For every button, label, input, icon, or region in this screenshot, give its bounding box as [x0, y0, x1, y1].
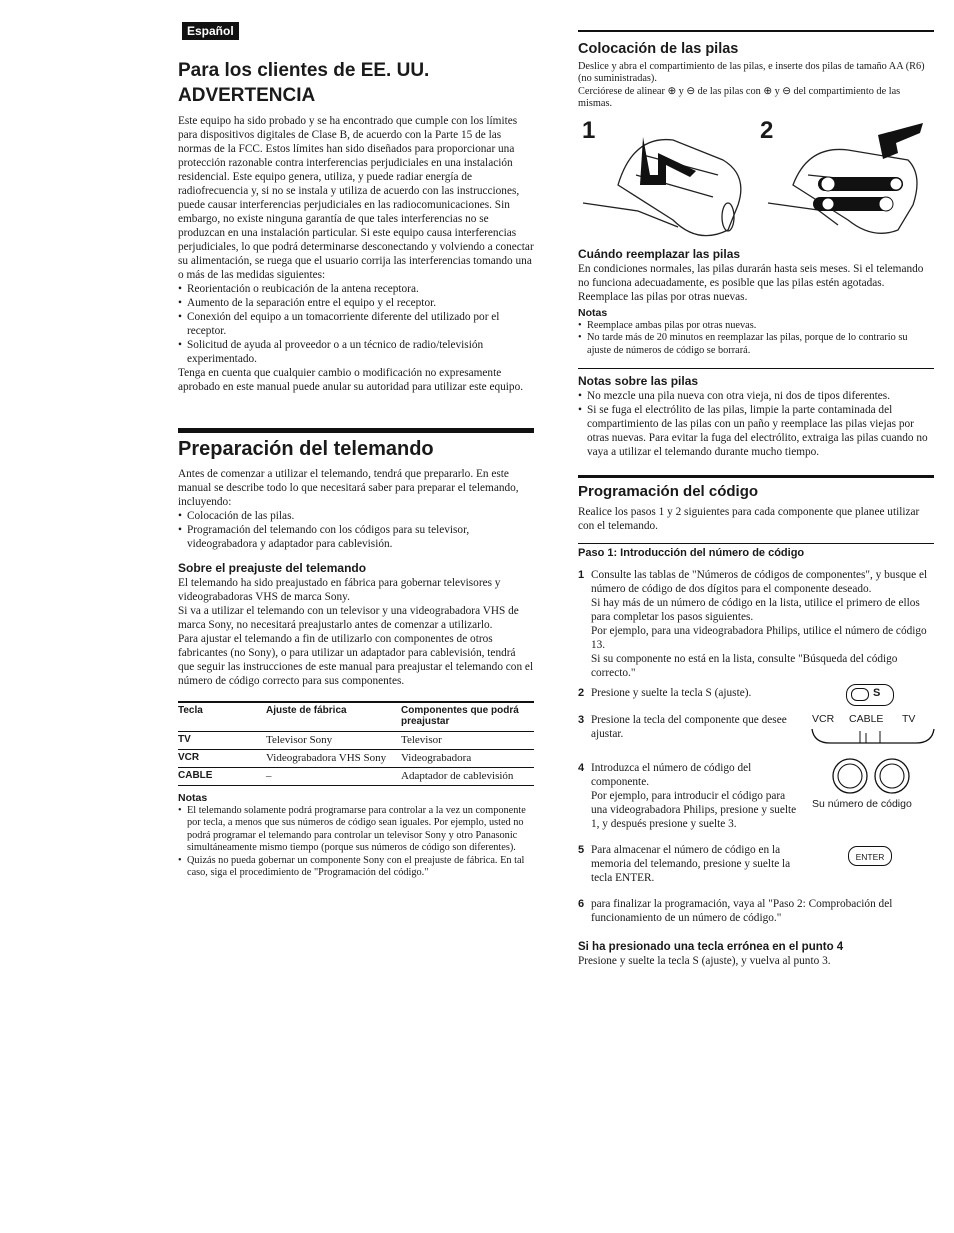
step-text: Presione la tecla del componente que desee ajustar.: [591, 714, 787, 741]
battery-illustration: [578, 115, 934, 247]
set-key-label: S: [873, 687, 881, 700]
list-item: • Aumento de la separación entre el equipo y el receptor.: [178, 296, 534, 310]
enter-key: [848, 846, 892, 866]
step-6: [578, 897, 934, 925]
prep-title: Preparación del telemando: [178, 438, 434, 460]
table-header: Ajuste de fábrica: [266, 703, 401, 732]
battery-notes-list: [578, 320, 934, 358]
number-key-icons: [830, 756, 920, 798]
preset-paragraph: Para ajustar el telemando a fin de utilizarlo con componentes de otros fabricantes (no Sony), o para utilizar un adaptador para cablevisión, tendrá que seguir las instrucciones de este manual para preajustar el telemando con el número de código correcto para sus componentes.: [178, 633, 534, 687]
code-intro: Realice los pasos 1 y 2 siguientes para cada componente que planee utilizar con el telemando.: [578, 506, 920, 533]
batteries-body: Deslice y abra el compartimiento de las pilas, e inserte dos pilas de tamaño AA (R6) (no suministradas).: [578, 60, 925, 85]
when-body: En condiciones normales, las pilas durarán hasta seis meses. Si el telemando no funciona adecuadamente, es posible que las pilas estén agotadas. Reemplace las pilas por otras nuevas.: [578, 262, 924, 303]
step-3: [578, 713, 800, 741]
table-cell: Televisor: [401, 731, 534, 749]
prep-section: [178, 428, 534, 880]
component-key-row: [810, 727, 936, 747]
table-header-row: [178, 703, 534, 732]
step-text: para finalizar la programación, vaya al "Paso 2: Comprobación del funcionamiento de un número de código.": [591, 898, 893, 925]
table-cell: TV: [178, 731, 266, 749]
about-batteries-list: [578, 389, 934, 459]
fcc-section: [178, 59, 534, 394]
table-row: [178, 749, 534, 767]
step-number: 4: [578, 762, 585, 775]
step-text: Por ejemplo, para introducir el código para una videograbadora Philips, presione y suelte 1, y después presione y suelte 3.: [591, 790, 797, 831]
list-item: • Reemplace ambas pilas por otras nuevas.: [578, 320, 934, 333]
table-header: Tecla: [178, 703, 266, 732]
set-key: [846, 684, 894, 706]
step-text: Por ejemplo, para una videograbadora Philips, utilice el número de código 13.: [591, 625, 927, 652]
list-item: • Reorientación o reubicación de la antena receptora.: [178, 282, 534, 296]
number-keys: [812, 756, 940, 811]
list-item: • Colocación de las pilas.: [178, 509, 534, 523]
step-number: 1: [578, 569, 585, 582]
list-item: • No mezcle una pila nueva con otra vieja, ni dos de tipos diferentes.: [578, 389, 934, 403]
prep-intro: Antes de comenzar a utilizar el telemando, tendrá que prepararlo. En este manual se describe todo lo que necesitará saber para preparar el telemando, incluyendo:: [178, 468, 519, 508]
list-item: • Conexión del equipo a un tomacorriente diferente del utilizado por el receptor.: [178, 310, 534, 338]
section-divider: [578, 368, 934, 370]
batteries-title: Colocación de las pilas: [578, 40, 739, 57]
battery-figure: [578, 115, 934, 247]
step-number: 6: [578, 898, 585, 911]
list-item: • Programación del telemando con los códigos para su televisor, videograbadora y adaptador para cablevisión.: [178, 523, 534, 551]
list-item: • Quizás no pueda gobernar un componente Sony con el preajuste de fábrica. En tal caso, siga el procedimiento de "Programación del código.": [178, 855, 534, 880]
figure-number: 1: [582, 116, 596, 144]
table-cell: Adaptador de cablevisión: [401, 767, 534, 785]
section-divider: [578, 475, 934, 478]
fcc-body: Este equipo ha sido probado y se ha encontrado que cumple con los límites para dispositivos digitales de Clase B, de acuerdo con la Parte 15 de las normas de la FCC. Estos límites han sido diseñados para proporcionar una protección razonable contra interferencias perjudiciales en una instalación residencial. Este equipo genera, utiliza, y puede radiar energía de radiofrecuencia y, si no se instala y utiliza de acuerdo con las instrucciones, puede causar interferencias perjudiciales en las radiocomunicaciones. Sin embargo, no existe ninguna garantía de que tales interferencias no se produzcan en una instalación particular. Si este equipo causa interferencias perjudiciales, lo que podrá determinarse desconectando y volviendo a conectar su alimentación, se ruega que el usuario corrija las interferencias tomando una o más de las medidas siguientes:: [178, 115, 534, 281]
step-2: [578, 686, 800, 700]
prep-notes-list: [178, 805, 534, 881]
step-text: Introduzca el número de código del componente.: [591, 762, 752, 789]
step-title: Paso 1: Introducción del número de código: [578, 547, 805, 560]
table-cell: Videograbadora: [401, 749, 534, 767]
step-text: Consulte las tablas de "Números de códigos de componentes", y busque el número de código de dos dígitos para el componente deseado.: [591, 569, 928, 596]
right-column: [578, 30, 934, 968]
batteries-polarity: Cerciórese de alinear ⊕ y ⊖ de las pilas con ⊕ y ⊖ del compartimiento de las mismas.: [578, 85, 901, 110]
figure-number: 2: [760, 116, 774, 144]
section-divider: [178, 428, 534, 433]
step-1: [578, 568, 934, 680]
left-column: [178, 22, 534, 880]
step-text: Para almacenar el número de código en la memoria del telemando, presione y suelte la tecla ENTER.: [591, 844, 791, 885]
preset-paragraph: El telemando ha sido preajustado en fábrica para gobernar televisores y videograbadoras VHS de marca Sony.: [178, 577, 501, 603]
slide-arrow-icon: [640, 137, 696, 185]
vcr-key-label: VCR: [812, 713, 835, 726]
tv-key-label: TV: [902, 713, 916, 726]
table-cell: –: [266, 767, 401, 785]
list-item: • No tarde más de 20 minutos en reemplazar las pilas, porque de lo contrario su ajuste de números de código se borrará.: [578, 332, 934, 357]
step-5: [578, 843, 800, 885]
list-item: • El telemando solamente podrá programarse para controlar a la vez un componente por tecla, a menos que sus números de código sean iguales. Por ejemplo, usted no podrá programar el telemando para controlar un televisor Sony y otro Panasonic simultáneamente mismo tiempo (porque sus números de código son diferentes).: [178, 805, 534, 855]
step-text: Si su componente no está en la lista, consulte "Búsqueda del código correcto.": [591, 653, 898, 680]
language-badge: Español: [182, 22, 239, 40]
cable-key-label: CABLE: [849, 713, 884, 726]
code-number-caption: Su número de código: [812, 798, 912, 811]
table-cell: CABLE: [178, 767, 266, 785]
about-batteries-title: Notas sobre las pilas: [578, 374, 699, 389]
step-number: 2: [578, 687, 585, 700]
preset-table: [178, 703, 534, 786]
steps-with-keys: [578, 686, 934, 885]
enter-key-label: ENTER: [855, 852, 885, 863]
prep-bullet-list: [178, 509, 534, 551]
step-text: Presione y suelte la tecla S (ajuste).: [591, 687, 752, 700]
step-number: 3: [578, 714, 585, 727]
fcc-warning-title: ADVERTENCIA: [178, 85, 316, 106]
battery-notes-title: Notas: [578, 306, 608, 319]
error-body: Presione y suelte la tecla S (ajuste), y vuelva al punto 3.: [578, 955, 831, 968]
steps-text-column: [578, 686, 800, 885]
prep-notes-title: Notas: [178, 791, 208, 804]
step-4: [578, 761, 800, 831]
table-cell: Videograbadora VHS Sony: [266, 749, 401, 767]
code-title: Programación del código: [578, 483, 759, 501]
list-item: • Solicitud de ayuda al proveedor o a un técnico de radio/televisión experimentado.: [178, 338, 534, 366]
table-row: [178, 767, 534, 785]
error-title: Si ha presionado una tecla errónea en el punto 4: [578, 941, 844, 954]
section-divider: [578, 30, 934, 32]
step-text: Si hay más de un número de código en la lista, utilice el primero de ellos para completar los pasos siguientes.: [591, 597, 920, 624]
preset-paragraph: Si va a utilizar el telemando con un televisor y una videograbadora VHS de marca Sony, no necesitará preajustarlo antes de comenzar a utilizarlo.: [178, 605, 519, 631]
key-oval-icon: [851, 688, 869, 701]
insert-arrow-icon: [878, 123, 923, 159]
fcc-bullet-list: [178, 282, 534, 366]
table-cell: VCR: [178, 749, 266, 767]
table-row: [178, 731, 534, 749]
preset-title: Sobre el preajuste del telemando: [178, 561, 367, 575]
fcc-closing: Tenga en cuenta que cualquier cambio o modificación no expresamente aprobado en este manual puede anular su autoridad para utilizar este equipo.: [178, 367, 524, 393]
table-cell: Televisor Sony: [266, 731, 401, 749]
list-item: • Si se fuga el electrólito de las pilas, limpie la parte contaminada del compartimiento de las pilas con un paño y reemplace las pilas viejas por otras nuevas. Para evitar la fuga del electrólito, extraiga las pilas cuando no vaya a utilizar el telemando durante mucho tiempo.: [578, 403, 934, 459]
fcc-title: Para los clientes de EE. UU.: [178, 60, 430, 81]
table-header: Componentes que podrá preajustar: [401, 703, 534, 732]
when-title: Cuándo reemplazar las pilas: [578, 246, 741, 261]
step-number: 5: [578, 844, 585, 857]
section-divider: [578, 543, 934, 544]
